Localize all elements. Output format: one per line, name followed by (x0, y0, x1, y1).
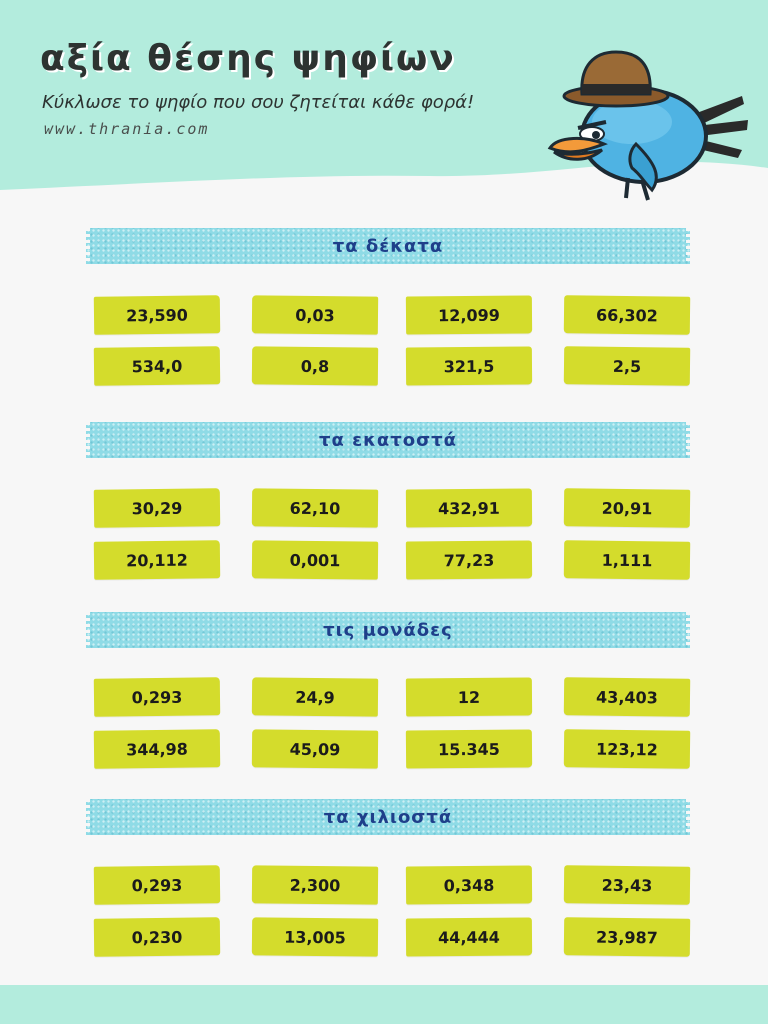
section-banner-units: τις μονάδες (86, 612, 690, 648)
instructions-text: Κύκλωσε το ψηφίο που σου ζητείται κάθε φορά! (42, 92, 475, 113)
number-cell[interactable]: 44,444 (406, 917, 532, 956)
number-cell[interactable]: 0,230 (94, 917, 220, 957)
number-cell[interactable]: 0,293 (94, 677, 220, 717)
number-cell[interactable]: 20,112 (94, 540, 220, 580)
number-cell[interactable]: 62,10 (252, 488, 378, 527)
number-cell[interactable]: 534,0 (94, 346, 220, 386)
grid-row (94, 296, 690, 336)
number-cell[interactable]: 20,91 (564, 488, 690, 528)
number-cell[interactable]: 123,12 (564, 729, 690, 769)
grid-row (94, 866, 690, 906)
number-cell[interactable]: 1,111 (564, 540, 690, 580)
number-cell[interactable]: 13,005 (252, 917, 378, 956)
grid-row (94, 347, 690, 387)
page-title: αξία θέσης ψηφίων (40, 38, 456, 79)
bird-with-hat-icon (544, 44, 750, 209)
number-cell[interactable]: 0,8 (252, 346, 378, 385)
grid-row (94, 918, 690, 958)
number-cell[interactable]: 23,987 (564, 917, 690, 957)
number-cell[interactable]: 0,001 (252, 540, 378, 579)
number-cell[interactable]: 43,403 (564, 677, 690, 717)
number-cell[interactable]: 321,5 (406, 346, 532, 385)
number-cell[interactable]: 2,300 (252, 865, 378, 904)
website-text: www.thrania.com (44, 120, 210, 138)
number-cell[interactable]: 23,590 (94, 295, 220, 335)
number-cell[interactable]: 15.345 (406, 729, 532, 768)
footer-band (0, 985, 768, 1024)
number-cell[interactable]: 344,98 (94, 729, 220, 769)
number-cell[interactable]: 30,29 (94, 488, 220, 528)
section-banner-tenths: τα δέκατα (86, 228, 690, 264)
number-cell[interactable]: 12,099 (406, 295, 532, 334)
number-cell[interactable]: 23,43 (564, 865, 690, 905)
grid-row (94, 489, 690, 529)
number-cell[interactable]: 0,348 (406, 865, 532, 904)
number-cell[interactable]: 12 (406, 677, 532, 716)
number-cell[interactable]: 2,5 (564, 346, 690, 386)
number-cell[interactable]: 432,91 (406, 488, 532, 527)
grid-row (94, 730, 690, 770)
section-banner-thousandths: τα χιλιοστά (86, 799, 690, 835)
number-cell[interactable]: 77,23 (406, 540, 532, 579)
number-cell[interactable]: 45,09 (252, 729, 378, 768)
number-cell[interactable]: 24,9 (252, 677, 378, 716)
number-cell[interactable]: 66,302 (564, 295, 690, 335)
number-cell[interactable]: 0,293 (94, 865, 220, 905)
grid-row (94, 678, 690, 718)
number-cell[interactable]: 0,03 (252, 295, 378, 334)
section-banner-hundredths: τα εκατοστά (86, 422, 690, 458)
grid-row (94, 541, 690, 581)
